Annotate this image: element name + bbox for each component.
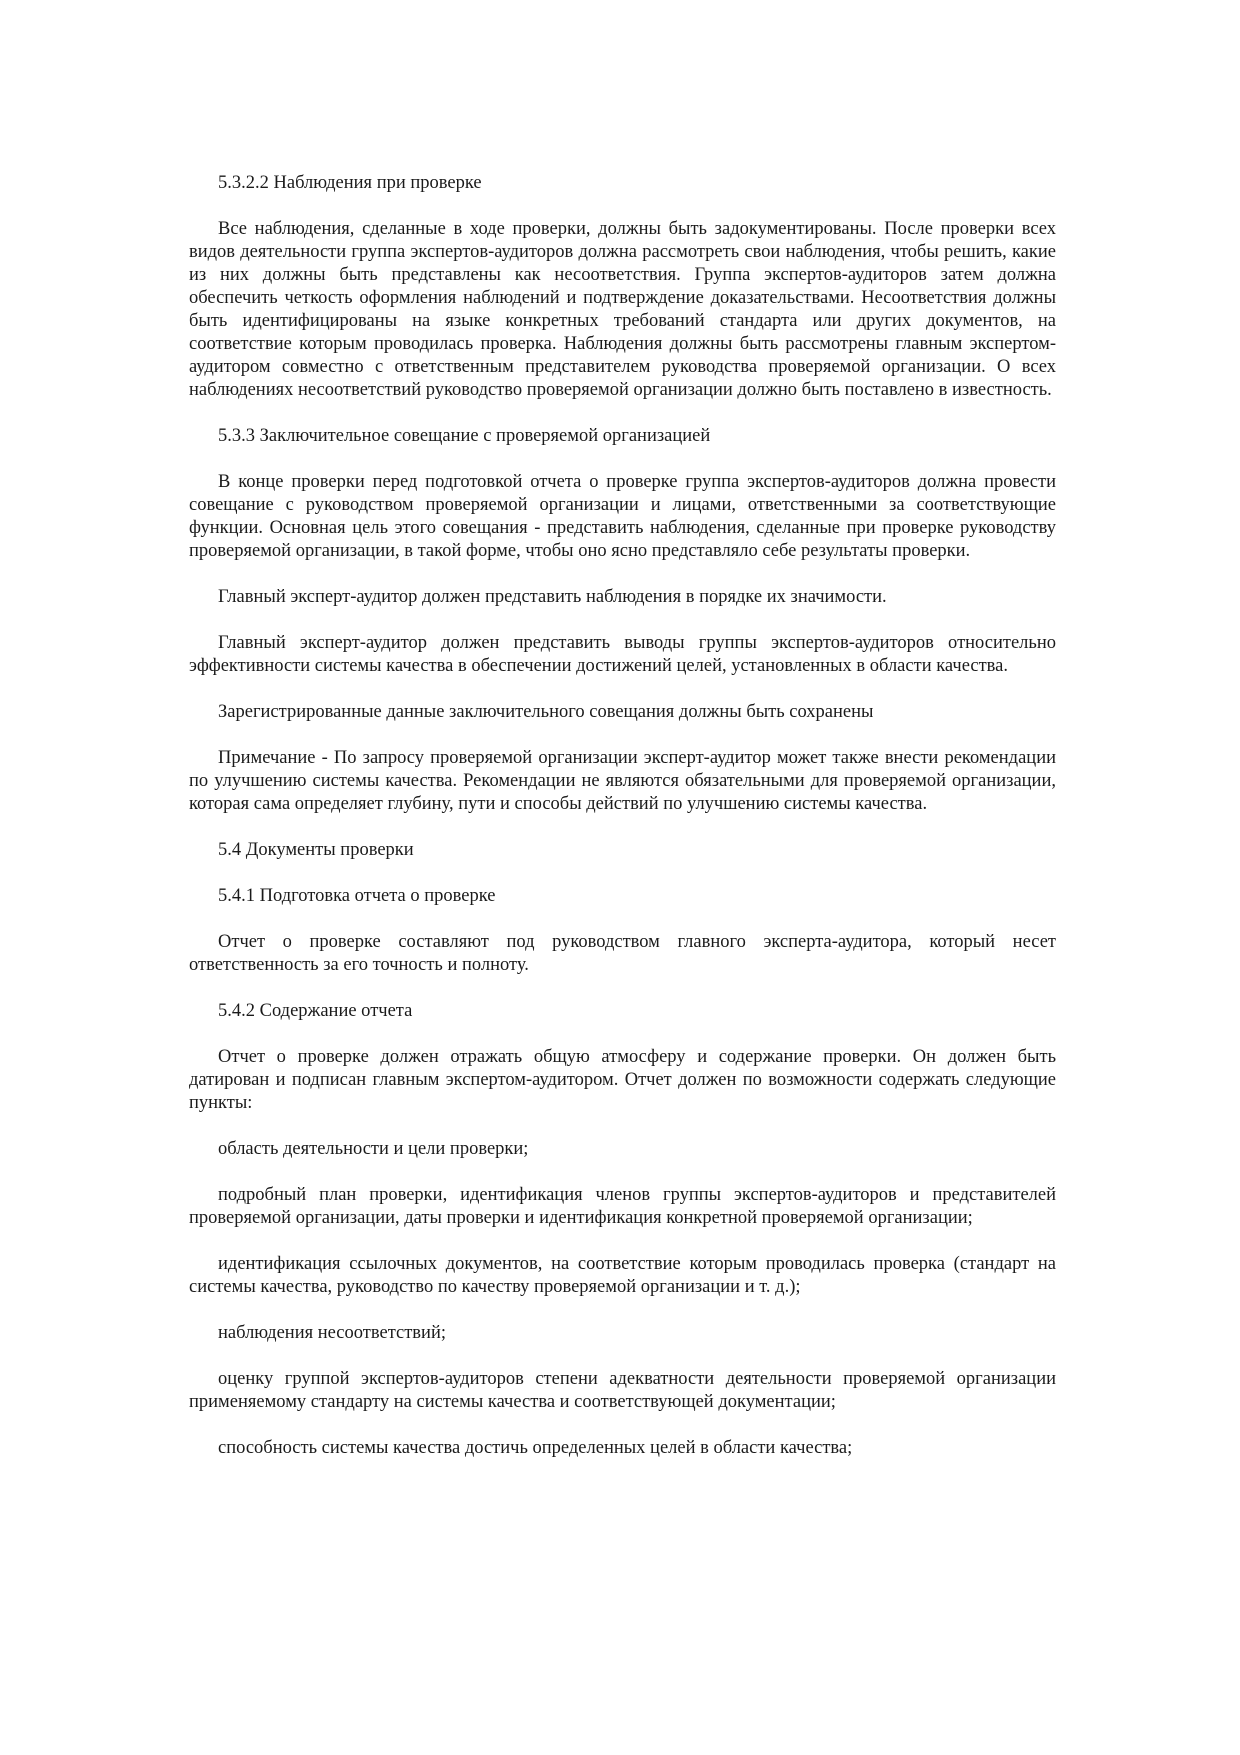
list-item-plan: подробный план проверки, идентификация членов группы экспертов-аудиторов и представителей проверяемой организации, даты проверки и идентификация конкретной проверяемой организации; xyxy=(189,1185,1056,1228)
list-item-scope: область деятельности и цели проверки; xyxy=(218,1139,529,1159)
list-item-assessment: оценку группой экспертов-аудиторов степени адекватности деятельности проверяемой организации применяемому стандарту на системы качества и соответствующей документации; xyxy=(189,1369,1056,1412)
section-heading-5-3-2-2: 5.3.2.2 Наблюдения при проверке xyxy=(218,173,482,193)
paragraph-observations: Все наблюдения, сделанные в ходе проверки, должны быть задокументированы. После проверки всех видов деятельности группа экспертов-аудиторов должна рассмотреть свои наблюдения, чтобы решить, какие из них должны быть представлены как несоответствия. Группа экспертов-аудиторов затем должна обеспечить четкость оформления наблюдений и подтверждение доказательствами. Несоответствия должны быть идентифицированы на языке конкретных требований стандарта или других документов, на соответствие которым проводилась проверка. Наблюдения должны быть рассмотрены главным экспертом-аудитором совместно с ответственным представителем руководства проверяемой организации. О всех наблюдениях несоответствий руководство проверяемой организации должно быть поставлено в известность. xyxy=(189,219,1056,400)
section-heading-5-3-3: 5.3.3 Заключительное совещание с проверяемой организацией xyxy=(218,426,711,446)
paragraph-note: Примечание - По запросу проверяемой организации эксперт-аудитор может также внести рекомендации по улучшению системы качества. Рекомендации не являются обязательными для проверяемой организации, которая сама определяет глубину, пути и способы действий по улучшению системы качества. xyxy=(189,748,1056,814)
section-heading-5-4: 5.4 Документы проверки xyxy=(218,840,414,860)
paragraph-observations-order: Главный эксперт-аудитор должен представить наблюдения в порядке их значимости. xyxy=(218,587,887,607)
paragraph-report-preparation: Отчет о проверке составляют под руководством главного эксперта-аудитора, который несет ответственность за его точность и полноту. xyxy=(189,932,1056,975)
paragraph-report-content: Отчет о проверке должен отражать общую атмосферу и содержание проверки. Он должен быть датирован и подписан главным экспертом-аудитором. Отчет должен по возможности содержать следующие пункты: xyxy=(189,1047,1056,1113)
paragraph-closing-meeting: В конце проверки перед подготовкой отчета о проверке группа экспертов-аудиторов должна провести совещание с руководством проверяемой организации и лицами, ответственными за соответствующие функции. Основная цель этого совещания - представить наблюдения, сделанные при проверке руководству проверяемой организации, в такой форме, чтобы оно ясно представляло себе результаты проверки. xyxy=(189,472,1056,561)
paragraph-records-kept: Зарегистрированные данные заключительного совещания должны быть сохранены xyxy=(218,702,874,722)
document-page xyxy=(189,172,1056,1483)
section-heading-5-4-2: 5.4.2 Содержание отчета xyxy=(218,1001,413,1021)
list-item-reference-docs: идентификация ссылочных документов, на соответствие которым проводилась проверка (стандарт на системы качества, руководство по качеству проверяемой организации и т. д.); xyxy=(189,1254,1056,1297)
section-heading-5-4-1: 5.4.1 Подготовка отчета о проверке xyxy=(218,886,496,906)
list-item-capability: способность системы качества достичь определенных целей в области качества; xyxy=(218,1438,853,1458)
paragraph-conclusions: Главный эксперт-аудитор должен представить выводы группы экспертов-аудиторов относительно эффективности системы качества в обеспечении достижений целей, установленных в области качества. xyxy=(189,633,1056,676)
list-item-nonconformities: наблюдения несоответствий; xyxy=(218,1323,446,1343)
